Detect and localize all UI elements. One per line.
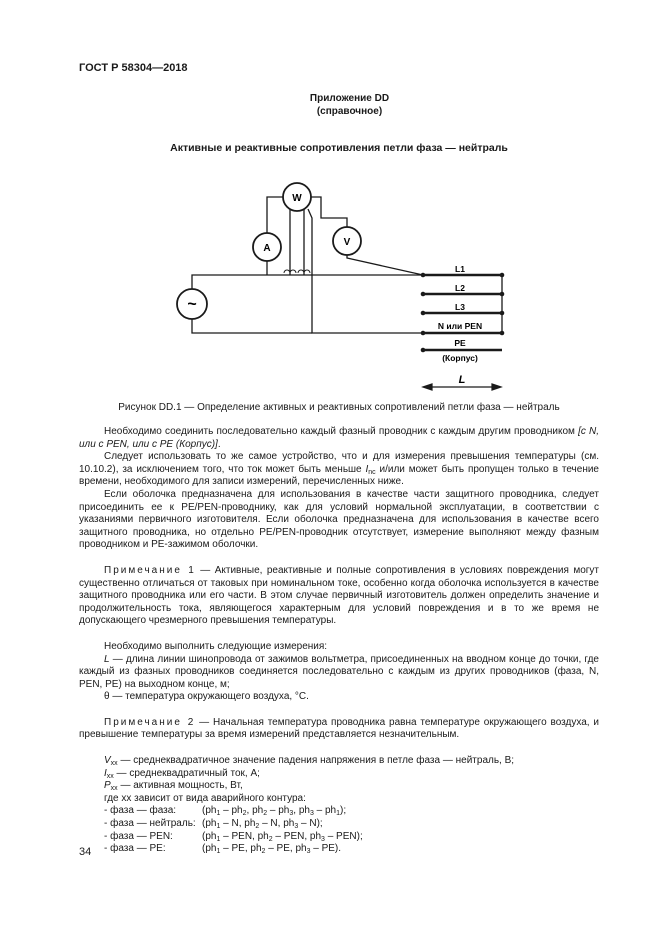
paragraph-measurements: Необходимо выполнить следующие измерения: [104,640,328,652]
ac-source-label: ~ [187,296,197,313]
voltmeter-label: V [343,237,351,248]
list-item: - фаза — нейтраль: ($ph_1$ – N, $ph_2$ – N, $ph_3 - N$); [104,818,323,831]
conductor-l2-label: L2 [455,283,465,293]
paragraph-voltage: $V_{xx}$ — среднеквадратичное значение падения напряжения в петле фаза — нейтраль, В; [104,755,515,768]
circuit-diagram [170,178,520,400]
wire-source-top [192,275,423,289]
standard-header: ГОСТ Р 58304—2018 [79,62,188,74]
paragraph-length: L — длина линии шинопровода от зажимов вольтметра, присоединенных на вводном конце до точки, где каждый из фазных проводников соединяется последовательно с каждым из других проводников (фаза, N, PEN, PE) на выходном конце, м; [79,653,599,690]
paragraph-where: где хх зависит от вида аварийного контура: [104,792,306,804]
wattmeter-label: W [292,193,302,204]
list-item: - фаза — PE: ($ph_1$ – PE, $ph_2$ – PE, $ph_3 - PE$). [104,843,342,856]
length-label: L [458,374,466,386]
appendix-heading [0,92,661,118]
wire-w-right [311,197,347,227]
appendix-title: Приложение DD [309,93,390,104]
paragraph-connect: Необходимо соединить последовательно каждый фазный проводник с каждым другим проводником [с N, или с PEN, или с PE (Корпус)]. [79,426,600,450]
body-text [79,426,599,856]
paragraph-power: $P_{xx}$ — активная мощность, Вт, [104,780,243,793]
page-number: 34 [79,846,92,858]
length-arrow-right-head [492,384,501,390]
figure-caption: Рисунок DD.1 — Определение активных и реактивных сопротивлений петли фаза — нейтраль [118,402,560,413]
conductor-l1-label: L1 [455,264,465,274]
fault-list [79,805,599,855]
length-arrow-left-head [423,384,432,390]
wire-source-bottom [192,319,312,333]
conductor-case-label: (Корпус) [442,353,478,363]
note-1: Примечание 1 — Активные, реактивные и полные сопротивления в условиях повреждения могут существенно отличаться от таковых при номинальном токе, особенно когда оболочка используется в качестве защитного проводника или его части. В этом случае первичный изготовитель должен определить значение и продолжительность тока, являющегося характерным для условий повреждения и в то же время не допускающего чрезмерного превышения температуры. [79,564,599,627]
list-item: - фаза — фаза: ($ph_1 - ph_2$, $ph_2 - ph_3$, $ph_3 - ph_1$); [104,805,347,818]
note-2: Примечание 2 — Начальная температура проводника равна температуре окружающего воздуха, и превышение температуры за время измерений представляется незначительным. [79,716,599,741]
ammeter-label: A [263,243,271,254]
paragraph-current: $I_{xx}$ — среднеквадратичный ток, А; [104,767,260,780]
conductor-l3-label: L3 [455,302,465,312]
list-item: - фаза — PEN: ($ph_1$ – PEN, $ph_2$ – PEN, $ph_3 - PEN$); [104,830,363,843]
conductor-n-label: N или PEN [437,321,483,331]
wire-v-down [347,255,423,275]
section-title: Активные и реактивные сопротивления петли фаза — нейтраль [170,142,508,154]
paragraph-temperature: θ — температура окружающего воздуха, °С. [104,691,309,703]
appendix-subtitle: (справочное) [316,106,383,117]
paragraph-device: Следует использовать то же самое устройство, что и для измерения превышения температуры (см. 10.10.2), за исключением того, что ток может быть меньше $I_{nc}$ и/или может быть пропущен только в течение времени, необходимого для записи измерений, перечисленных ниже. [79,451,599,488]
wire-w-left [267,197,283,233]
paragraph-enclosure: Если оболочка предназначена для использования в качестве части защитного проводника, следует присоединить ее к PE/PEN-проводнику, как для условий нормальной эксплуатации, в соответствии с указаниями первичного изготовителя. Если оболочка предназначена для использования в качестве всего защитного проводника, но отдельно PE/PEN-проводник отсутствует, измерение выполняют между фазным проводником и PE-зажимом оболочки. [79,488,599,551]
conductor-pe-label: PE [454,338,466,348]
